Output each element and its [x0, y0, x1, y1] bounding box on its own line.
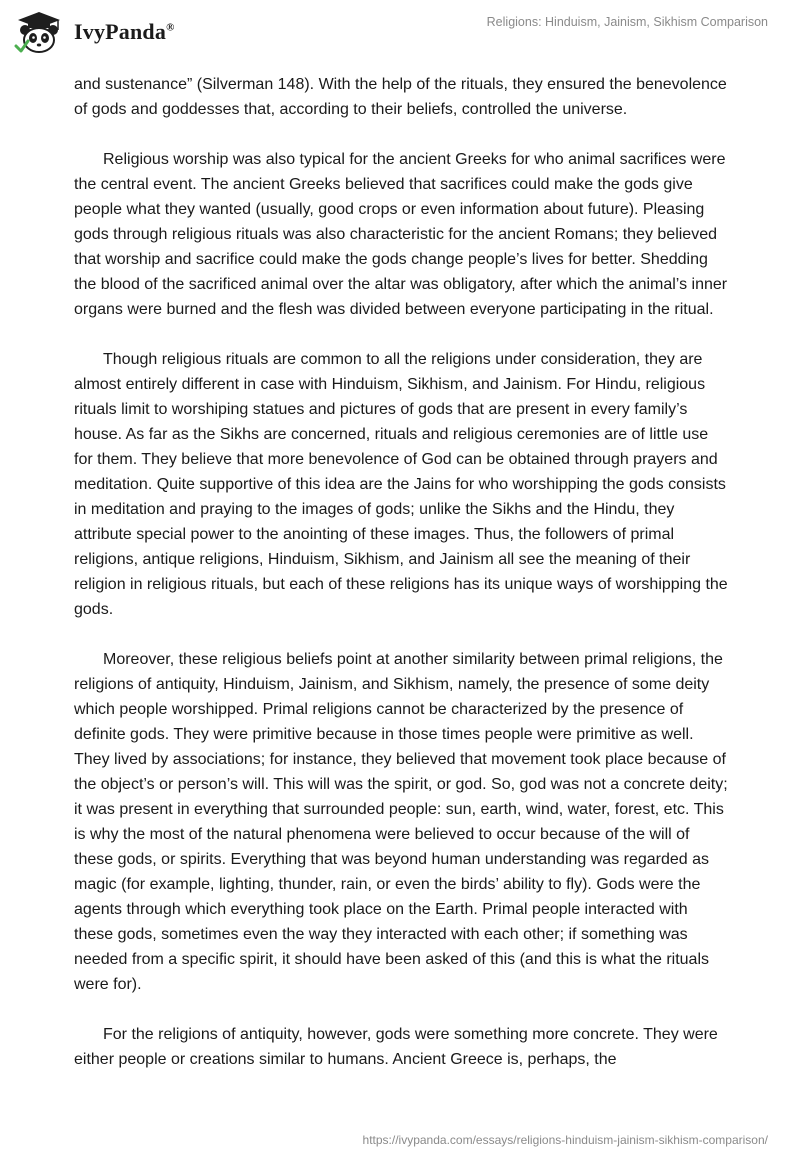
source-url[interactable]: https://ivypanda.com/essays/religions-hinduism-jainism-sikhism-comparison/ [362, 1133, 768, 1147]
paragraph: Moreover, these religious beliefs point at another similarity between primal religions, the religions of antiquity, Hinduism, Jainism, and Sikhism, namely, the presence of some deity which people worshipped. Primal religions cannot be characterized by the presence of definite gods. They were primitive because in those times people were primitive as well. They lived by associations; for instance, they believed that movement took place because of the object’s or person’s will. This will was the spirit, or god. So, god was not a concrete deity; it was present in everything that surrounded people: sun, earth, wind, water, forest, etc. This is why the most of the natural phenomena were believed to occur because of the will of these gods, or spirits. Everything that was beyond human understanding was regarded as magic (for example, lighting, thunder, rain, or even the birds’ ability to fly). Gods were the agents through which everything took place on the Earth. Primal people interacted with these gods, sometimes even the way they interacted with each other; if something was needed from a specific spirit, it should have been asked of this (and this is what the rituals were for). [74, 651, 728, 993]
paragraph: and sustenance” (Silverman 148). With the help of the rituals, they ensured the benevolence of gods and goddesses that, according to their beliefs, controlled the universe. [74, 76, 727, 118]
paragraph: For the religions of antiquity, however, gods were something more concrete. They were either people or creations similar to humans. Ancient Greece is, perhaps, the [74, 1026, 718, 1068]
ivypanda-logo[interactable] [14, 10, 204, 54]
paragraph: Religious worship was also typical for the ancient Greeks for who animal sacrifices were the central event. The ancient Greeks believed that sacrifices could make the gods give people what they wanted (usually, good crops or even information about future). Pleasing gods through religious rituals was also characteristic for the ancient Romans; they believed that worship and sacrifice could make the gods change people’s lives for better. Shedding the blood of the sacrificed animal over the altar was obligatory, after which the animal’s inner organs were burned and the flesh was divided between everyone participating in the ritual. [74, 151, 728, 318]
page-header [0, 0, 800, 70]
paragraph: Though religious rituals are common to all the religions under consideration, they are almost entirely different in case with Hinduism, Sikhism, and Jainism. For Hindu, religious rituals limit to worshiping statues and pictures of gods that are present in every family’s house. As far as the Sikhs are concerned, rituals and religious ceremonies are of little use for them. They believe that more benevolence of God can be obtained through prayers and meditation. Quite supportive of this idea are the Jains for who worshipping the gods consists in meditation and praying to the images of gods; unlike the Sikhs and the Hindu, they attribute special power to the anointing of these images. Thus, the followers of primal religions, antique religions, Hinduism, Sikhism, and Jainism all see the meaning of their religion in religious rituals, but each of these religions has its unique ways of worshipping the gods. [74, 351, 728, 618]
panda-graduate-icon [14, 10, 64, 54]
brand-name: IvyPanda® [74, 19, 175, 44]
document-title: Religions: Hinduism, Jainism, Sikhism Comparison [486, 15, 768, 29]
essay-body [74, 72, 730, 1097]
